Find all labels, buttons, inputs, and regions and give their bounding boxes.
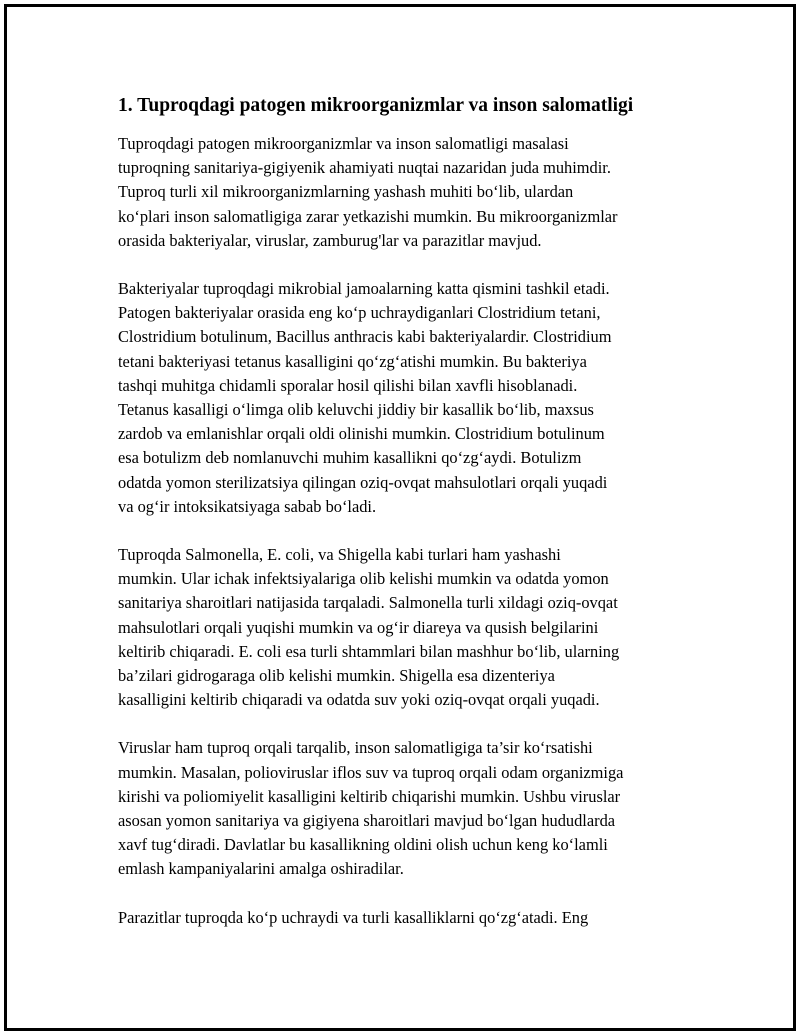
text-line: xavf tug‘diradi. Davlatlar bu kasallikning oldini olish uchun keng ko‘lamli [118,835,608,855]
text-line: odatda yomon sterilizatsiya qilingan oziq-ovqat mahsulotlari orqali yuqadi [118,472,608,492]
paragraph-intro [118,132,688,253]
text-line: mumkin. Ular ichak infektsiyalariga olib kelishi mumkin va odatda yomon [118,569,609,589]
paragraph-intestinal [118,543,688,712]
text-line: esa botulizm deb nomlanuvchi muhim kasallikni qo‘zg‘aydi. Botulizm [118,448,582,468]
text-line: mahsulotlari orqali yuqishi mumkin va og‘ir diareya va qusish belgilarini [118,617,599,637]
text-line: ba’zilari gidrogaraga olib kelishi mumkin. Shigella esa dizenteriya [118,666,555,686]
text-line: va og‘ir intoksikatsiyaga sabab bo‘ladi. [118,496,377,516]
text-line: keltirib chiqaradi. E. coli esa turli shtammlari bilan mashhur bo‘lib, ularning [118,641,620,661]
text-line: tashqi muhitga chidamli sporalar hosil qilishi bilan xavfli hisoblanadi. [118,375,578,395]
text-line: Clostridium botulinum, Bacillus anthracis kabi bakteriyalardir. Clostridium [118,327,612,347]
text-line: Parazitlar tuproqda ko‘p uchraydi va turli kasalliklarni qo‘zg‘atadi. Eng [118,907,589,927]
text-line: asosan yomon sanitariya va gigiyena sharoitlari mavjud bo‘lgan hududlarda [118,811,616,831]
paragraph-parasites [118,906,688,930]
text-line: tetani bakteriyasi tetanus kasalligini qo‘zg‘atishi mumkin. Bu bakteriya [118,351,587,371]
text-line: Viruslar ham tuproq orqali tarqalib, inson salomatligiga ta’sir ko‘rsatishi [118,738,593,758]
document-body [118,92,688,954]
text-line: zardob va emlanishlar orqali oldi olinishi mumkin. Clostridium botulinum [118,424,605,444]
text-line: kasalligini keltirib chiqaradi va odatda suv yoki oziq-ovqat orqali yuqadi. [118,690,600,710]
paragraph-bacteria [118,277,688,519]
paragraph-viruses [118,736,688,881]
text-line: mumkin. Masalan, polioviruslar iflos suv va tuproq orqali odam organizmiga [118,762,624,782]
text-line: emlash kampaniyalarini amalga oshiradilar. [118,859,404,879]
text-line: Tuproqda Salmonella, E. coli, va Shigella kabi turlari ham yashashi [118,545,561,565]
text-line: Tetanus kasalligi o‘limga olib keluvchi jiddiy bir kasallik bo‘lib, maxsus [118,400,594,420]
text-line: Patogen bakteriyalar orasida eng ko‘p uchraydiganlari Clostridium tetani, [118,303,601,323]
text-line: Bakteriyalar tuproqdagi mikrobial jamoalarning katta qismini tashkil etadi. [118,279,610,299]
text-line: tuproqning sanitariya-gigiyenik ahamiyati nuqtai nazaridan juda muhimdir. [118,158,611,178]
text-line: Tuproq turli xil mikroorganizmlarning yashash muhiti bo‘lib, ulardan [118,182,574,202]
section-heading: 1. Tuproqdagi patogen mikroorganizmlar va inson salomatligi [118,95,634,116]
text-line: Tuproqdagi patogen mikroorganizmlar va inson salomatligi masalasi [118,134,569,153]
text-line: kirishi va poliomiyelit kasalligini keltirib chiqarishi mumkin. Ushbu viruslar [118,786,621,806]
text-line: orasida bakteriyalar, viruslar, zamburug'lar va parazitlar mavjud. [118,230,542,250]
text-line: sanitariya sharoitlari natijasida tarqaladi. Salmonella turli xildagi oziq-ovqat [118,593,618,613]
text-line: ko‘plari inson salomatligiga zarar yetkazishi mumkin. Bu mikroorganizmlar [118,206,618,226]
